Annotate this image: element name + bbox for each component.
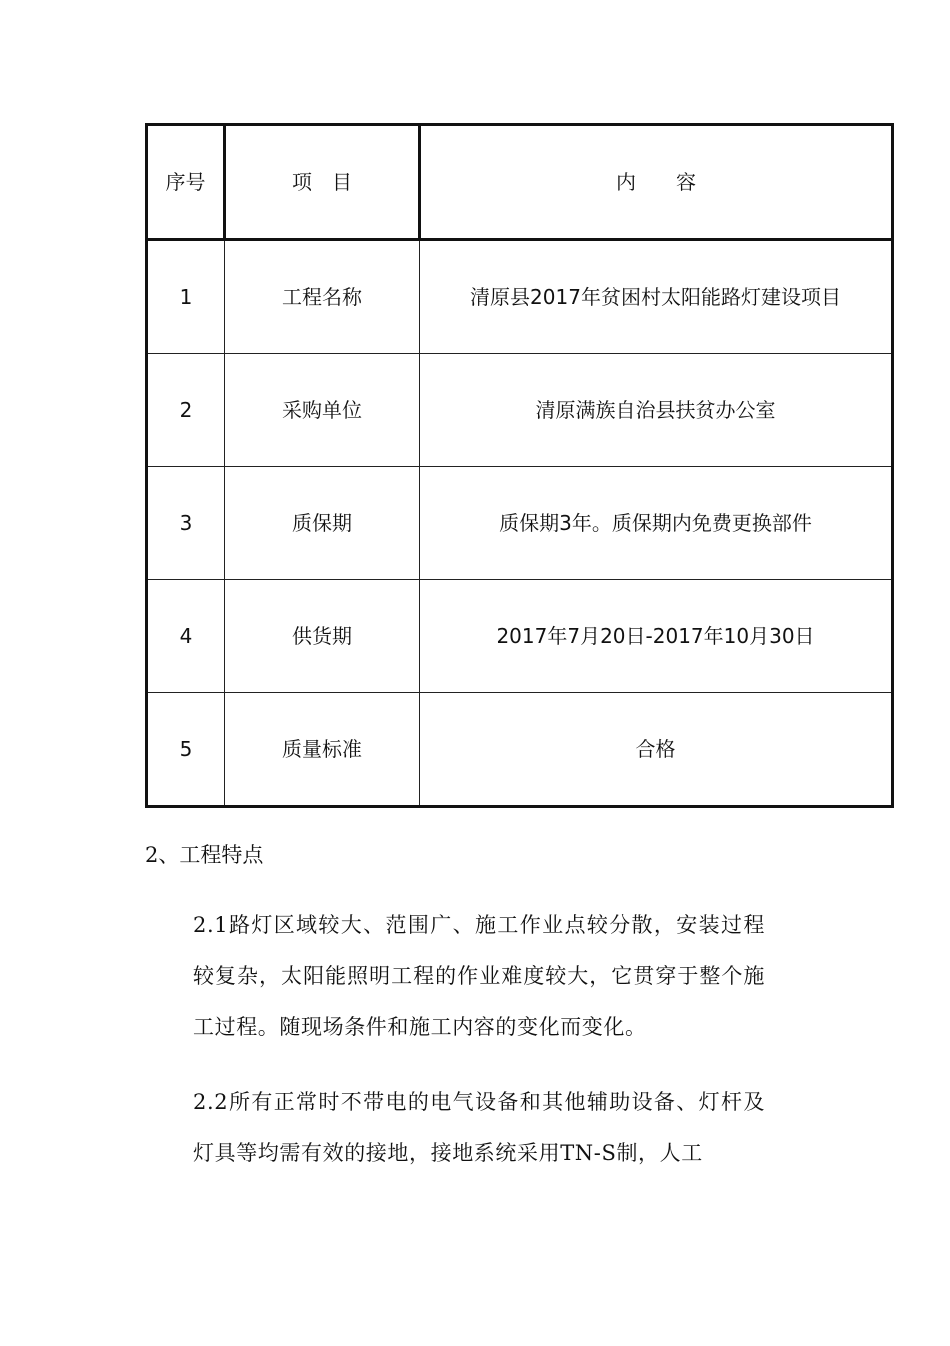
table-row [147, 580, 893, 693]
row-item: 供货期 [225, 580, 420, 693]
row-content: 2017年7月20日-2017年10月30日 [420, 580, 893, 693]
table-row [147, 693, 893, 807]
row-content: 清原满族自治县扶贫办公室 [420, 354, 893, 467]
section-heading: 2、工程特点 [145, 843, 264, 867]
row-number: 5 [147, 693, 225, 807]
row-number: 1 [147, 240, 225, 354]
header-serial-number: 序号 [147, 125, 225, 240]
header-content: 内 容 [420, 125, 893, 240]
row-item: 质量标准 [225, 693, 420, 807]
row-content: 合格 [420, 693, 893, 807]
row-content: 清原县2017年贫困村太阳能路灯建设项目 [420, 240, 893, 354]
row-number: 2 [147, 354, 225, 467]
row-number: 3 [147, 467, 225, 580]
table-row [147, 240, 893, 354]
row-number: 4 [147, 580, 225, 693]
paragraph-2-2: 2.2所有正常时不带电的电气设备和其他辅助设备、灯杆及灯具等均需有效的接地，接地系统采用TN-S制，人工 [193, 1090, 765, 1165]
header-item: 项 目 [225, 125, 420, 240]
row-content: 质保期3年。质保期内免费更换部件 [420, 467, 893, 580]
paragraph-2-1: 2.1路灯区域较大、范围广、施工作业点较分散，安装过程较复杂，太阳能照明工程的作业难度较大，它贯穿于整个施工过程。随现场条件和施工内容的变化而变化。 [193, 913, 765, 1039]
table-row [147, 354, 893, 467]
project-info-table [145, 123, 894, 808]
table-header-row [147, 125, 893, 240]
row-item: 采购单位 [225, 354, 420, 467]
row-item: 质保期 [225, 467, 420, 580]
table-row [147, 467, 893, 580]
row-item: 工程名称 [225, 240, 420, 354]
